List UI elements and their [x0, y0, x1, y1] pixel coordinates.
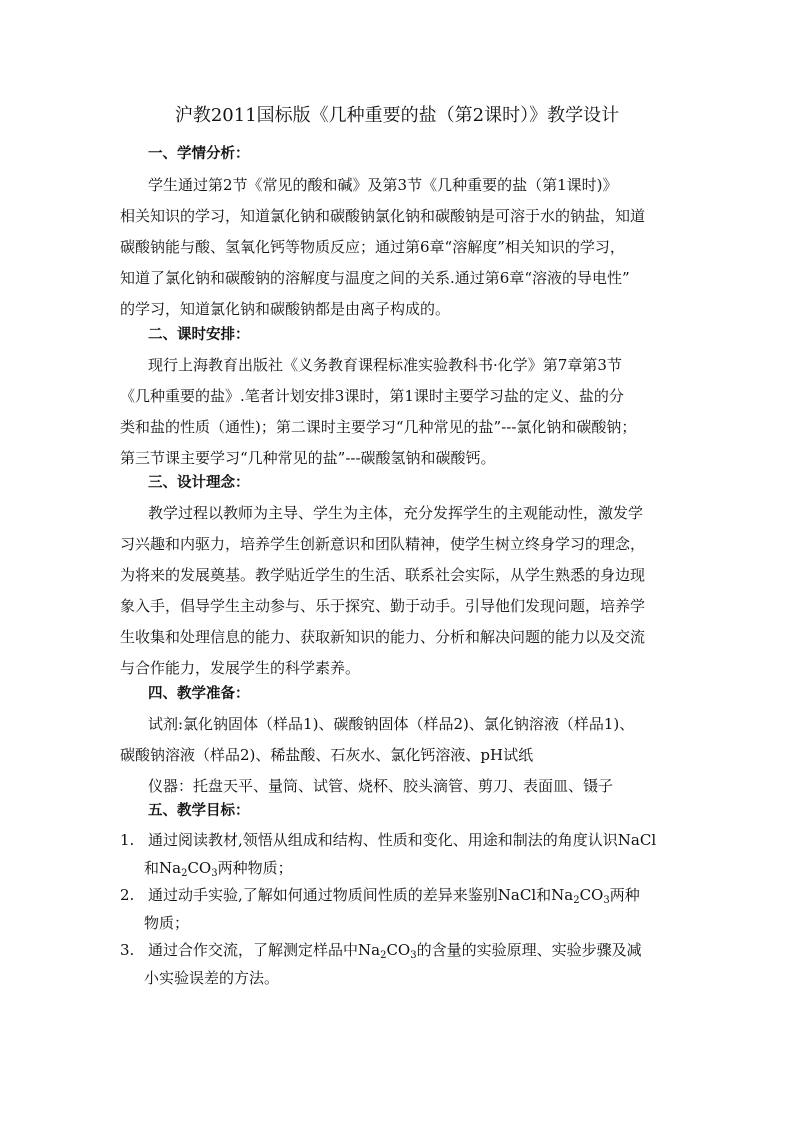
document-title: 沪教2011国标版《几种重要的盐（第2课时）》教学设计	[174, 105, 620, 126]
concept-line: 生收集和处理信息的能力、获取新知识的能力、分析和解决问题的能力以及交流	[120, 628, 646, 646]
analysis-line: 的学习，知道氯化钠和碳酸钠都是由离子构成的。	[120, 300, 451, 318]
schedule-line: 《几种重要的盐》.笔者计划安排3课时，第1课时主要学习盐的定义、盐的分	[120, 387, 624, 405]
heading-objectives: 五、教学目标：	[148, 802, 250, 819]
concept-line: 与合作能力，发展学生的科学素养。	[120, 659, 361, 677]
heading-concept: 三、设计理念：	[148, 474, 250, 491]
schedule-line: 第三节课主要学习“几种常见的盐”---碳酸氢钠和碳酸钙。	[120, 449, 496, 467]
objective-number: 1.	[120, 831, 135, 849]
instruments-line: 仪器：托盘天平、量筒、试管、烧杯、胶头滴管、剪刀、表面皿、镊子	[148, 777, 614, 795]
schedule-line: 现行上海教育出版社《义务教育课程标准实验教科书·化学》第7章第3节	[148, 356, 622, 374]
analysis-line: 碳酸钠能与酸、氢氧化钙等物质反应；通过第6章“溶解度”相关知识的学习，	[120, 238, 625, 256]
heading-analysis: 一、学情分析：	[148, 145, 250, 162]
analysis-line: 知道了氯化钠和碳酸钠的溶解度与温度之间的关系.通过第6章“溶液的导电性”	[120, 269, 630, 287]
objective-line: 通过阅读教材,领悟从组成和结构、性质和变化、用途和制法的角度认识NaCl	[148, 831, 657, 849]
concept-line: 象入手，倡导学生主动参与、乐于探究、勤于动手。引导他们发现问题，培养学	[120, 597, 646, 615]
objective-line: 通过动手实验,了解如何通过物质间性质的差异来鉴别NaCl和$Na_2CO_3$两种	[148, 886, 640, 906]
objective-line: 小实验误差的方法。	[144, 969, 280, 987]
concept-line: 习兴趣和内驱力，培养学生创新意识和团队精神，使学生树立终身学习的理念，	[120, 535, 646, 553]
objective-line: 通过合作交流，了解测定样品中$Na_2CO_3$的含量的实验原理、实验步骤及减	[148, 941, 642, 961]
heading-preparation: 四、教学准备：	[148, 685, 250, 702]
schedule-line: 类和盐的性质（通性)；第二课时主要学习“几种常见的盐”---氯化钠和碳酸钠；	[120, 418, 637, 436]
analysis-line: 相关知识的学习，知道氯化钠和碳酸钠氯化钠和碳酸钠是可溶于水的钠盐，知道	[120, 207, 646, 225]
heading-schedule: 二、课时安排：	[148, 326, 250, 343]
objective-number: 2.	[120, 886, 135, 904]
analysis-line: 学生通过第2节《常见的酸和碱》及第3节《几种重要的盐（第1课时)》	[148, 176, 618, 194]
concept-line: 为将来的发展奠基。教学贴近学生的生活、联系社会实际，从学生熟悉的身边现	[120, 566, 646, 584]
concept-line: 教学过程以教师为主导、学生为主体，充分发挥学生的主观能动性，激发学	[148, 504, 644, 522]
reagents-line: 试剂:氯化钠固体（样品1)、碳酸钠固体（样品2)、氯化钠溶液（样品1)、	[148, 715, 635, 733]
reagents-line: 碳酸钠溶液（样品2)、稀盐酸、石灰水、氯化钙溶液、pH试纸	[120, 746, 534, 764]
objective-number: 3.	[120, 941, 135, 959]
objective-line: 物质；	[144, 914, 190, 932]
objective-line: 和$Na_2CO_3$两种物质；	[144, 859, 293, 879]
